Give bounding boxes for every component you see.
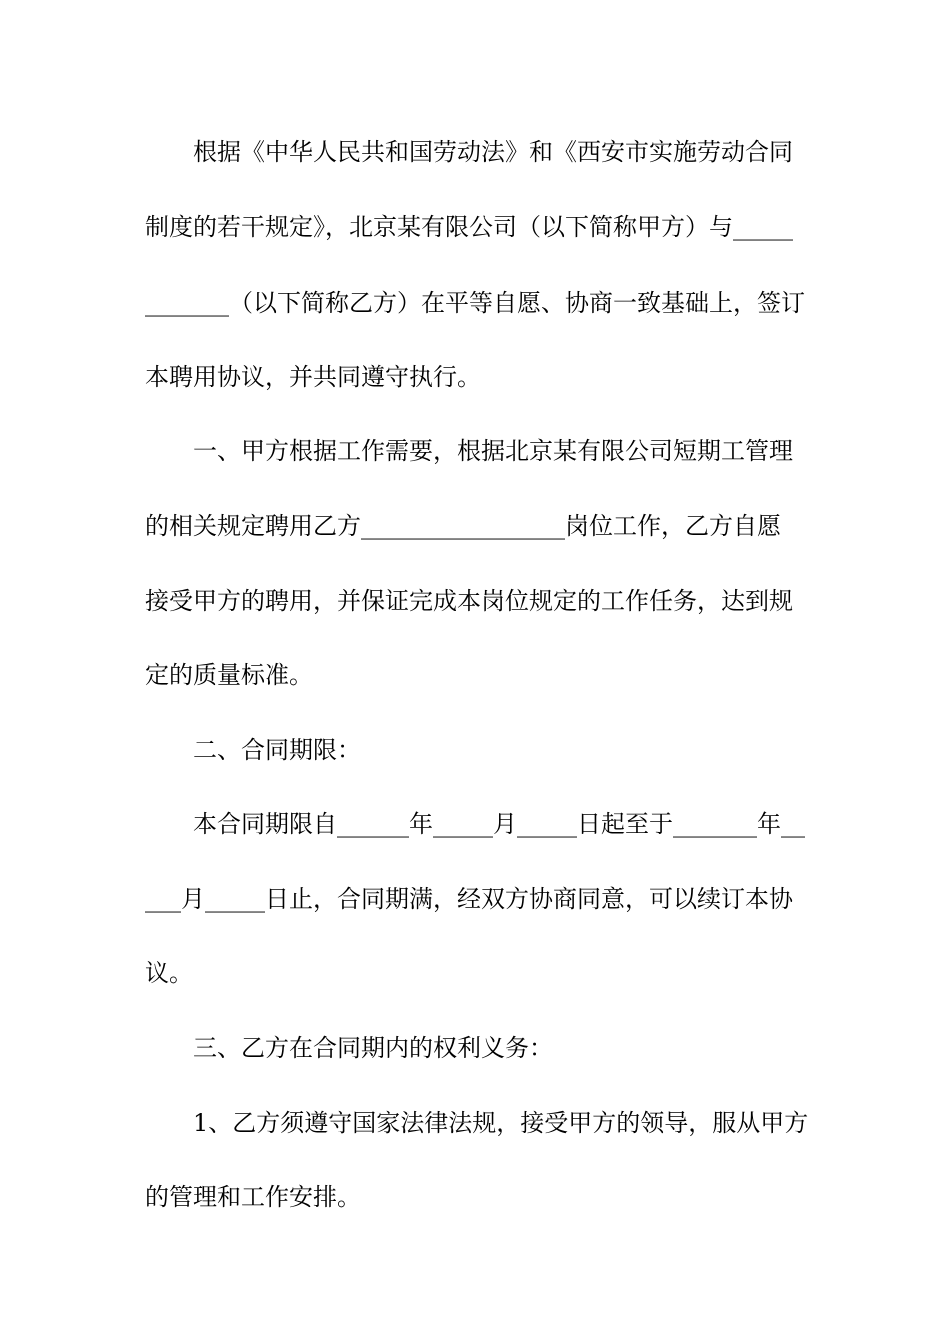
line-text: 二、合同期限： (193, 736, 361, 764)
line-text: 根据《中华人民共和国劳动法》和《西安市实施劳动合同 (193, 138, 793, 166)
line-text: 本合同期限自______年_____月_____日起至于_______年__ (193, 810, 805, 838)
line-text: _______（以下简称乙方）在平等自愿、协商一致基础上，签订 (145, 289, 805, 317)
line-text: 一、甲方根据工作需要，根据北京某有限公司短期工管理 (193, 437, 793, 465)
paragraph-1-line-4 (0, 357, 950, 397)
clause-2-line-3 (0, 953, 950, 993)
line-text: 的管理和工作安排。 (145, 1183, 361, 1211)
line-text: 定的质量标准。 (145, 661, 313, 689)
paragraph-1-line-3 (0, 283, 950, 323)
section-heading-3 (0, 1028, 950, 1068)
clause-3-1-line-2 (0, 1177, 950, 1217)
clause-1-line-4 (0, 655, 950, 695)
clause-1-line-3 (0, 581, 950, 621)
paragraph-1-line-2 (0, 207, 950, 247)
clause-1-line-1 (0, 431, 950, 471)
line-text: 1、乙方须遵守国家法律法规，接受甲方的领导，服从甲方 (193, 1109, 809, 1137)
line-text: 接受甲方的聘用，并保证完成本岗位规定的工作任务，达到规 (145, 587, 793, 615)
line-text: 的相关规定聘用乙方_________________岗位工作，乙方自愿 (145, 512, 781, 540)
line-text: 制度的若干规定》，北京某有限公司（以下简称甲方）与_____ (145, 213, 793, 241)
section-heading-2 (0, 730, 950, 770)
clause-2-line-1 (0, 804, 950, 844)
clause-1-line-2 (0, 506, 950, 546)
line-text: ___月_____日止，合同期满，经双方协商同意，可以续订本协 (145, 885, 793, 913)
clause-3-1-line-1 (0, 1103, 950, 1143)
line-text: 三、乙方在合同期内的权利义务： (193, 1034, 553, 1062)
clause-2-line-2 (0, 879, 950, 919)
paragraph-1-line-1 (0, 132, 950, 172)
line-text: 本聘用协议，并共同遵守执行。 (145, 363, 481, 391)
line-text: 议。 (145, 959, 193, 987)
